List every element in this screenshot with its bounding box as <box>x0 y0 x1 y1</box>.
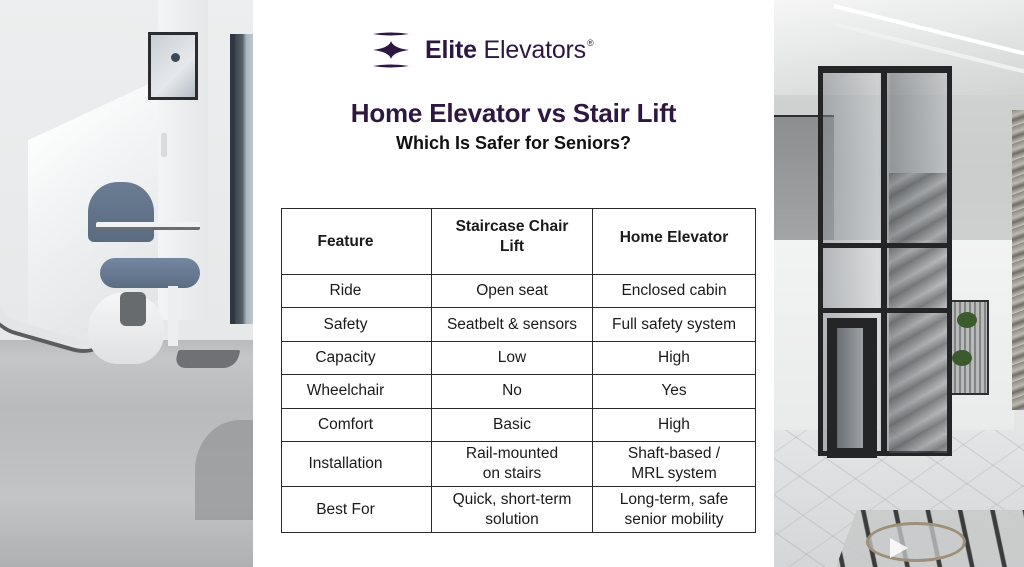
four-point-star-with-lines-icon <box>371 30 411 70</box>
stair-lift-cell: Rail-mounted on stairs <box>432 441 593 487</box>
column-header-feature: Feature <box>282 209 432 275</box>
page-subtitle: Which Is Safer for Seniors? <box>395 133 632 153</box>
home-elevator-cell: Yes <box>593 375 756 408</box>
table-row <box>282 375 756 408</box>
shaft-frame-horizontal <box>823 308 947 313</box>
comparison-table <box>281 208 756 533</box>
home-elevator-photo <box>774 0 1024 567</box>
home-elevator-cell: Long-term, safe senior mobility <box>593 487 756 533</box>
table-row <box>282 487 756 533</box>
stair-lift-cell: Low <box>432 341 593 374</box>
feature-cell: Comfort <box>282 408 432 441</box>
content-panel <box>253 0 774 567</box>
feature-cell: Safety <box>282 308 432 341</box>
home-elevator-cell: Shaft-based / MRL system <box>593 441 756 487</box>
wall-picture-frame <box>148 32 198 100</box>
brand-name-regular: Elevators <box>483 35 586 64</box>
column-header-stair-lift-label: Staircase Chair Lift <box>455 217 569 255</box>
shaft-frame-vertical <box>881 73 887 451</box>
column-header-home-elevator: Home Elevator <box>593 209 756 275</box>
page-title: Home Elevator vs Stair Lift <box>350 98 677 128</box>
glass-coffee-table <box>866 522 966 562</box>
registered-mark: ® <box>586 37 594 48</box>
brand-logo <box>371 30 593 70</box>
brand-name-bold: Elite <box>425 35 477 64</box>
feature-cell: Best For <box>282 487 432 533</box>
table-header-row <box>282 209 756 275</box>
plant <box>957 312 977 328</box>
home-elevator-cell: Enclosed cabin <box>593 275 756 308</box>
stair-lift-cell: Quick, short-term solution <box>432 487 593 533</box>
stair-lift-motor <box>120 292 146 326</box>
ceiling-light-strip <box>834 4 1024 71</box>
elevator-door <box>827 318 877 458</box>
marble-wall <box>1012 110 1024 410</box>
play-icon[interactable] <box>890 538 908 558</box>
stair-lift-seat <box>100 258 200 288</box>
stair-lift-cell: No <box>432 375 593 408</box>
feature-cell: Installation <box>282 441 432 487</box>
stair-lift-photo <box>0 0 253 567</box>
brand-name <box>425 36 593 65</box>
plant <box>952 350 972 366</box>
shaft-frame-horizontal <box>823 243 947 248</box>
table-row <box>282 408 756 441</box>
feature-cell: Capacity <box>282 341 432 374</box>
home-elevator-cell: Full safety system <box>593 308 756 341</box>
stair-lift-armrest <box>96 222 200 230</box>
wall-switch <box>161 133 167 157</box>
glass-elevator-shaft <box>818 66 952 456</box>
table-row <box>282 341 756 374</box>
stair-lift-post <box>168 286 178 346</box>
table-row <box>282 275 756 308</box>
shaft-interior-reflection <box>889 173 947 453</box>
stair-lift-cell: Open seat <box>432 275 593 308</box>
table-row <box>282 308 756 341</box>
feature-cell: Wheelchair <box>282 375 432 408</box>
stair-lift-cell: Seatbelt & sensors <box>432 308 593 341</box>
stair-lift-footrest <box>174 350 241 368</box>
home-elevator-cell: High <box>593 341 756 374</box>
feature-cell: Ride <box>282 275 432 308</box>
stair-lift-cell: Basic <box>432 408 593 441</box>
stair-lift-backrest <box>88 182 154 242</box>
column-header-stair-lift <box>432 209 593 275</box>
glass-door <box>230 34 253 324</box>
table-row <box>282 441 756 487</box>
home-elevator-cell: High <box>593 408 756 441</box>
